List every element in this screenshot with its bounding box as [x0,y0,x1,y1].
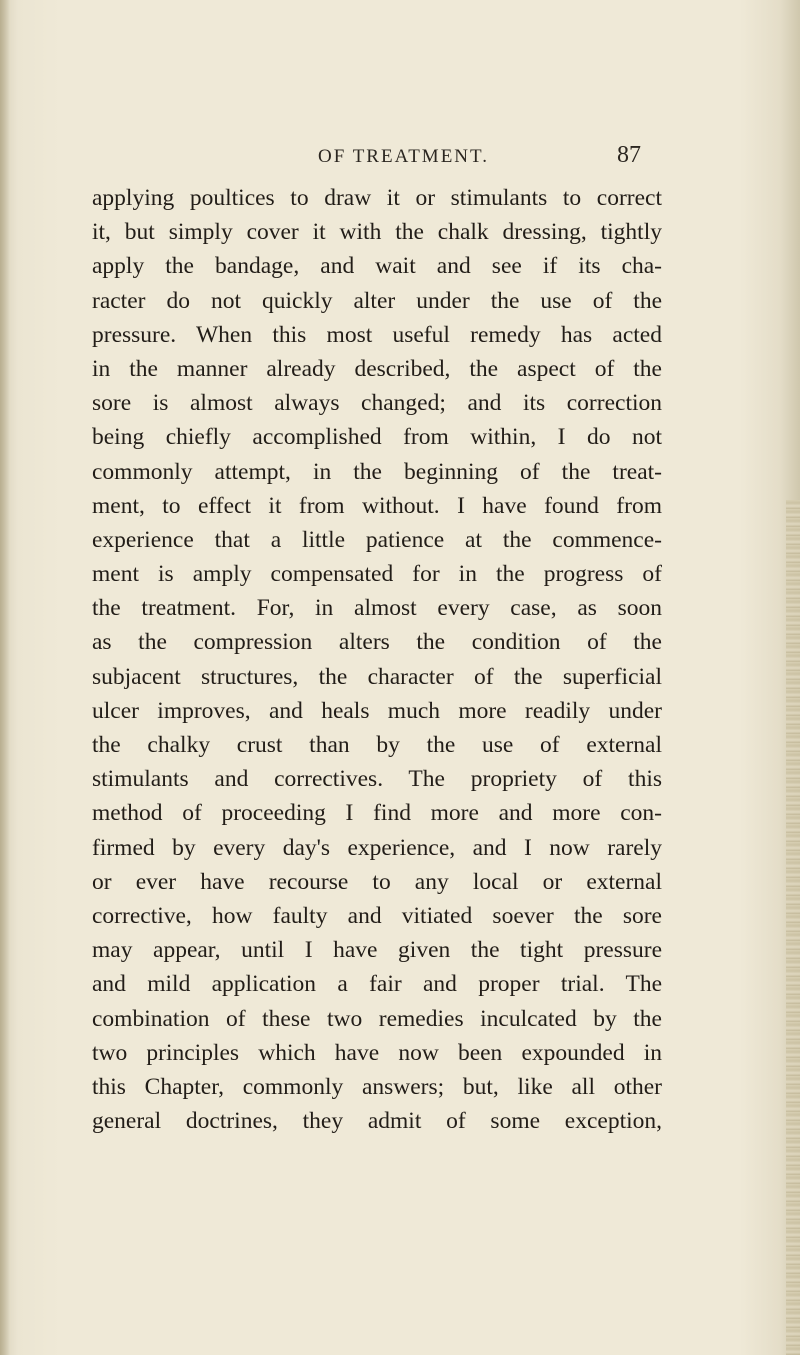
text-line: commonly attempt, in the beginning of the treat- [92,458,662,485]
text-line: pressure. When this most useful remedy has acted [92,321,662,348]
text-line: general doctrines, they admit of some exception, [92,1108,662,1135]
text-line: this Chapter, commonly answers; but, like all other [92,1073,662,1100]
text-line: firmed by every day's experience, and I now rarely [92,834,662,861]
text-line: subjacent structures, the character of the superficial [92,663,662,690]
text-line: in the manner already described, the aspect of the [92,355,662,382]
text-line: and mild application a fair and proper trial. The [92,971,662,998]
text-line: it, but simply cover it with the chalk dressing, tightly [92,219,662,246]
text-line: two principles which have now been expounded in [92,1039,662,1066]
text-line: ulcer improves, and heals much more readily under [92,697,662,724]
text-line: ment, to effect it from without. I have found from [92,492,662,519]
text-line: stimulants and correctives. The propriety of this [92,766,662,793]
text-line: may appear, until I have given the tight pressure [92,937,662,964]
text-line: the chalky crust than by the use of external [92,732,662,758]
page-header [0,140,800,180]
text-line: as the compression alters the condition of the [92,629,662,656]
text-line: being chiefly accomplished from within, I do not [92,424,662,451]
text-line: method of proceeding I find more and more con- [92,800,662,827]
text-line: or ever have recourse to any local or external [92,868,662,895]
text-line: applying poultices to draw it or stimulants to correct [92,185,662,211]
text-line: apply the bandage, and wait and see if its cha- [92,253,662,280]
text-line: ment is amply compensated for in the progress of [92,561,662,588]
text-line: racter do not quickly alter under the use of the [92,287,662,314]
text-line: the treatment. For, in almost every case, as soon [92,595,662,622]
text-line: corrective, how faulty and vitiated soever the sore [92,902,662,929]
running-head: OF TREATMENT. [318,146,489,167]
page-gutter-shadow [0,0,10,1355]
page-edge [786,500,800,1355]
text-line: sore is almost always changed; and its correction [92,390,662,417]
text-line: experience that a little patience at the commence- [92,526,662,553]
page-number: 87 [617,142,641,168]
body-paragraph [92,181,662,1138]
text-line: combination of these two remedies inculcated by the [92,1005,662,1032]
